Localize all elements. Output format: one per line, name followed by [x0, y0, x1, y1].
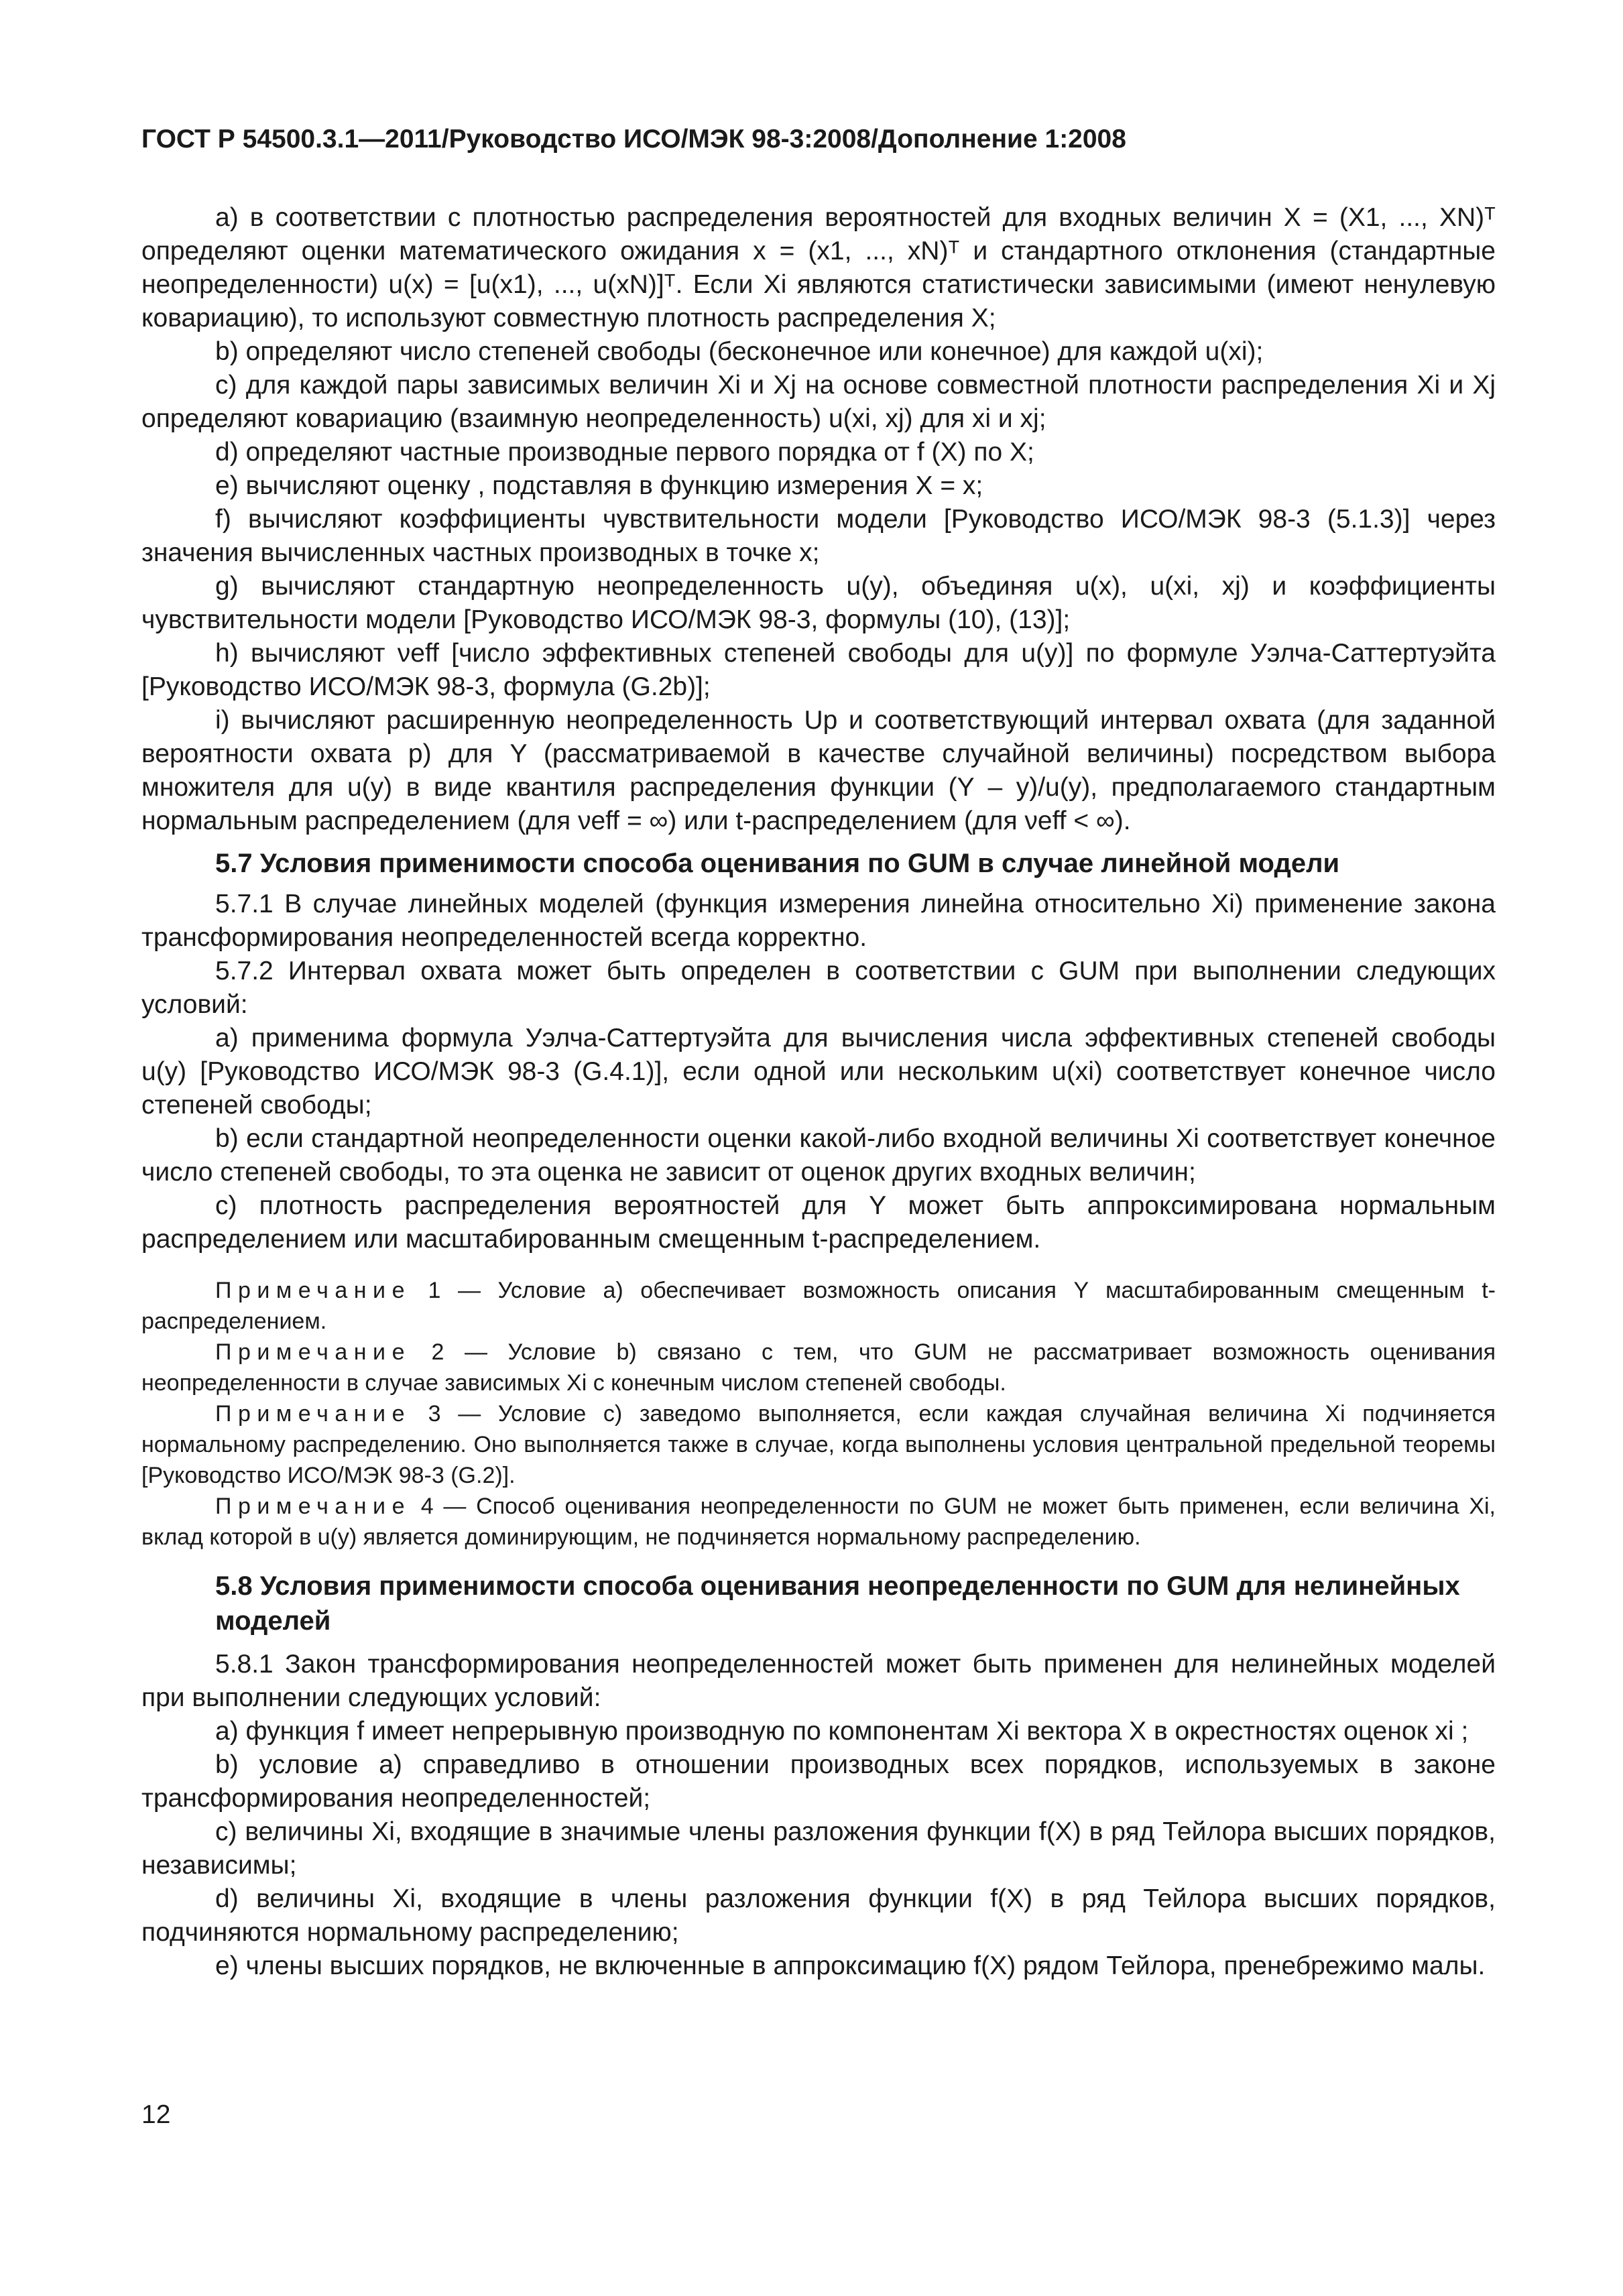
- condition-c: с) плотность распределения вероятностей для Y может быть аппроксимирована нормальным распределением или масштабированным смещенным t-распределением.: [141, 1191, 1496, 1254]
- paragraph-b: b) определяют число степеней свободы (бесконечное или конечное) для каждой u(xi);: [215, 337, 1264, 366]
- section-5-8-heading: 5.8 Условия применимости способа оценивания неопределенности по GUM для нелинейных моделей: [215, 1571, 1460, 1636]
- document-body: [141, 201, 1496, 1983]
- note-label: Примечание: [215, 1278, 411, 1303]
- condition-e: е) члены высших порядков, не включенные в аппроксимацию f(X) рядом Тейлора, пренебрежимо малы.: [215, 1951, 1486, 1980]
- notes-block: [141, 1275, 1496, 1553]
- note-number: 3: [428, 1401, 441, 1427]
- page-number: 12: [141, 2100, 171, 2129]
- note-number: 4: [420, 1494, 434, 1519]
- paragraph-5-8-1: 5.8.1 Закон трансформирования неопределенностей может быть применен для нелинейных моделей при выполнении следующих условий:: [141, 1650, 1496, 1712]
- condition-d: d) величины Xi, входящие в члены разложения функции f(X) в ряд Тейлора высших порядков, подчиняются нормальному распределению;: [141, 1884, 1496, 1947]
- note-text: — Условие b) связано с тем, что GUM не рассматривает возможность оценивания неопределенности в случае зависимых Xi с конечным числом степеней свободы.: [141, 1339, 1496, 1396]
- note-3: [141, 1398, 1496, 1491]
- paragraph-h: h) вычисляют νeff [число эффективных степеней свободы для u(y)] по формуле Уэлча-Саттертуэйта [Руководство ИСО/МЭК 98-3, формула (G.2b)];: [141, 639, 1496, 701]
- note-4: [141, 1491, 1496, 1553]
- note-number: 1: [428, 1278, 441, 1303]
- section-5-7-heading: 5.7 Условия применимости способа оценивания по GUM в случае линейной модели: [215, 849, 1340, 878]
- paragraph-f: f) вычисляют коэффициенты чувствительности модели [Руководство ИСО/МЭК 98-3 (5.1.3)] через значения вычисленных частных производных в точке x;: [141, 505, 1496, 567]
- note-text: — Способ оценивания неопределенности по GUM не может быть применен, если величина Xi, вклад которой в u(y) является доминирующим, не подчиняется нормальному распределению.: [141, 1494, 1496, 1550]
- note-number: 2: [431, 1339, 444, 1365]
- note-text: — Условие с) заведомо выполняется, если каждая случайная величина Xi подчиняется нормальному распределению. Оно выполняется также в случае, когда выполнены условия центральной предельной теоремы [Руководство ИСО/МЭК 98-3 (G.2)].: [141, 1401, 1496, 1488]
- condition-a: а) функция f имеет непрерывную производную по компонентам Xi вектора X в окрестностях оценок xi ;: [215, 1717, 1469, 1746]
- paragraph-a: а) в соответствии с плотностью распределения вероятностей для входных величин X = (X1, ..., XN)ᵀ определяют оценки математического ожидания x = (x1, ..., xN)ᵀ и стандартного отклонения (стандартные неопределенности) u(x) = [u(x1), ..., u(xN)]ᵀ. Если Xi являются статистически зависимыми (имеют ненулевую ковариацию), то используют совместную плотность распределения X;: [141, 203, 1496, 333]
- note-2: [141, 1337, 1496, 1398]
- paragraph-i: i) вычисляют расширенную неопределенность Up и соответствующий интервал охвата (для заданной вероятности охвата p) для Y (рассматриваемой в качестве случайной величины) посредством выбора множителя для u(y) в виде квантиля распределения функции (Y – y)/u(y), предполагаемого стандартным нормальным распределением (для νeff = ∞) или t-распределением (для νeff < ∞).: [141, 706, 1496, 835]
- note-label: Примечание: [215, 1339, 411, 1365]
- note-label: Примечание: [215, 1401, 411, 1427]
- paragraph-d: d) определяют частные производные первого порядка от f (X) по X;: [215, 438, 1034, 467]
- note-text: — Условие а) обеспечивает возможность описания Y масштабированным смещенным t-распределением.: [141, 1278, 1496, 1334]
- paragraph-c: с) для каждой пары зависимых величин Xi и Xj на основе совместной плотности распределения Xi и Xj определяют ковариацию (взаимную неопределенность) u(xi, xj) для xi и xj;: [141, 371, 1496, 433]
- condition-a: а) применима формула Уэлча-Саттертуэйта для вычисления числа эффективных степеней свободы u(y) [Руководство ИСО/МЭК 98-3 (G.4.1)], если одной или нескольким u(xi) соответствует конечное число степеней свободы;: [141, 1024, 1496, 1120]
- condition-c: с) величины Xi, входящие в значимые члены разложения функции f(X) в ряд Тейлора высших порядков, независимы;: [141, 1817, 1496, 1880]
- note-label: Примечание: [215, 1494, 411, 1519]
- paragraph-e: е) вычисляют оценку , подставляя в функцию измерения X = x;: [215, 471, 983, 500]
- document-header: ГОСТ Р 54500.3.1—2011/Руководство ИСО/МЭК 98-3:2008/Дополнение 1:2008: [141, 125, 1126, 154]
- condition-b: b) если стандартной неопределенности оценки какой-либо входной величины Xi соответствует конечное число степеней свободы, то эта оценка не зависит от оценок других входных величин;: [141, 1124, 1496, 1187]
- paragraph-5-7-2: 5.7.2 Интервал охвата может быть определен в соответствии с GUM при выполнении следующих условий:: [141, 957, 1496, 1019]
- condition-b: b) условие а) справедливо в отношении производных всех порядков, используемых в законе трансформирования неопределенностей;: [141, 1750, 1496, 1813]
- paragraph-5-7-1: 5.7.1 В случае линейных моделей (функция измерения линейна относительно Xi) применение закона трансформирования неопределенностей всегда корректно.: [141, 890, 1496, 952]
- note-1: [141, 1275, 1496, 1337]
- paragraph-g: g) вычисляют стандартную неопределенность u(y), объединяя u(x), u(xi, xj) и коэффициенты чувствительности модели [Руководство ИСО/МЭК 98-3, формулы (10), (13)];: [141, 572, 1496, 634]
